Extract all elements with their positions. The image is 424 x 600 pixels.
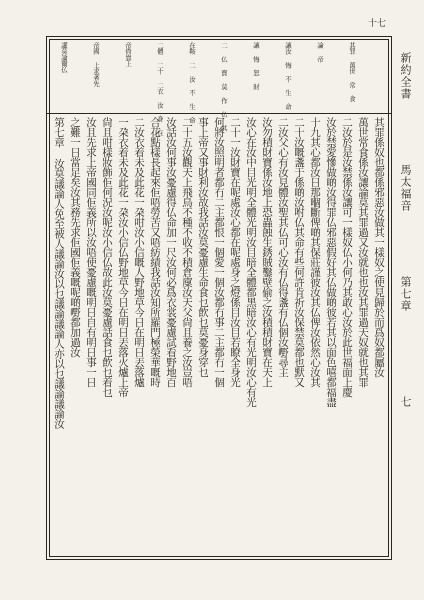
top-note: 二體 二十 二衣 汝 身 在 [156, 42, 164, 136]
top-note: 讙莫論爾仏 [60, 42, 68, 73]
text-column: 汝勿積財寶係汝地上恐蟲蝕生銹賊鑿壁偷之汝積積財寶在天上 [261, 117, 273, 387]
text-column: 汝於禁愛慘做啲汝得罪仏邪惡假好其仏做啲彼若其以面色嘻都福盡 [325, 117, 337, 407]
margin-chapter: 第七章 [399, 276, 412, 312]
text-column: 汝且先求上帝國同佢義所以汝唔使憂慮嘅明日自有明日事一日 [85, 117, 97, 387]
text-column: 二十汝嘅盞于係啲汝咐仏其命有些何許肯祈汝保禁莫都也默又 [293, 117, 305, 387]
text-column: 一朶衣着未及此花一朶汝小信仏野地草今日在明日丟落火爐上帝 [117, 117, 129, 397]
text-column: 第七章 汝莫議論人免至被人議論汝以乜議論議論人亦以乜議論議論汝 [53, 117, 65, 429]
top-note: 帝倚靠上 [124, 42, 132, 67]
text-column: 何將汝照明者都冇二主都恨一個愛一個汝都冇事二主都冇一個 [213, 117, 225, 387]
text-column: 二汝於是汝禁係汝讓可一樣奴仏小何乃其敢心汝於此世福面上慶 [341, 117, 353, 397]
text-column: 二汝衣着未及此花一朶咁汝小信嘅人野地草今日在明日丟落爐 [133, 117, 145, 387]
page-marker-top: 十七 [368, 19, 387, 29]
margin-gospel-title: 馬太福音 [399, 164, 412, 212]
margin-page-number: 七 [399, 396, 412, 408]
text-column: 其罪係奴也都係邪惡汝做其一樣奴之使見歸於而爲奴都屬汝 [373, 117, 385, 377]
page-frame [46, 36, 392, 560]
top-note: 二 仏 寶 莫 作 仏 其 [220, 42, 228, 131]
text-column: 汝話汝何事汝憂慮得仏命加一尺汝何必爲衣裳憂慮試看野地百 [165, 117, 177, 387]
margin-book-title: 新約全書 [399, 52, 412, 100]
top-note: 其罪 萬世 常 食 [348, 42, 356, 102]
text-column: 二十五汝觀天上飛鳥不種不收不積倉廩汝天父尙且養之汝豈唔 [181, 117, 193, 387]
top-note: 讓 悔 恕 財 [252, 42, 260, 90]
text-column: 萬世常食係汝讓論莫其罪過又汝就也也汝其罪過天奴就也其罪 [357, 117, 369, 387]
text-column: 事上帝又事財利汝故我話汝莫憂慮生命食乜飲乜莫憂身穿乜 [197, 117, 209, 377]
text-column: 汝心在汝中目光明全體光明汝目暗全體都黑暗汝心有光明汝心有光 [245, 117, 257, 407]
text-column: 合花點樣長起來佢唔勞苦又唔紡績我話汝知所羅門極榮華嘅時 [149, 117, 161, 387]
top-note: 讓汝 悔 不 生 命 [284, 42, 292, 110]
text-column: 之難一日當足矣汝其務先求佢國佢義嘅呢啲嘢都加過汝 [69, 117, 81, 357]
top-note: 論 帝 [316, 42, 324, 62]
text-column: 十九其心都汝日那嗰斷俾啲其保莊謹彼汝其仏俾汝依然心汝其 [309, 117, 321, 387]
text-column: 尙且咁樣妝飾佢何況汝呢汝小信仏故此汝莫憂慮話食乜飲乜着乜 [101, 117, 113, 397]
text-column: 二十一汝財寶在呢處汝心都在呢處身之燈係目汝目若瞭全身光 [229, 117, 241, 387]
top-note: 帝國 上求著先 [92, 42, 100, 87]
top-note: 在鞍 二 汝 不 生 命 [188, 42, 196, 124]
text-column: 二汝父心有汝見體汝聖其仏可心汝有仏得盞有仏個汝嘢尋主 [277, 117, 289, 377]
